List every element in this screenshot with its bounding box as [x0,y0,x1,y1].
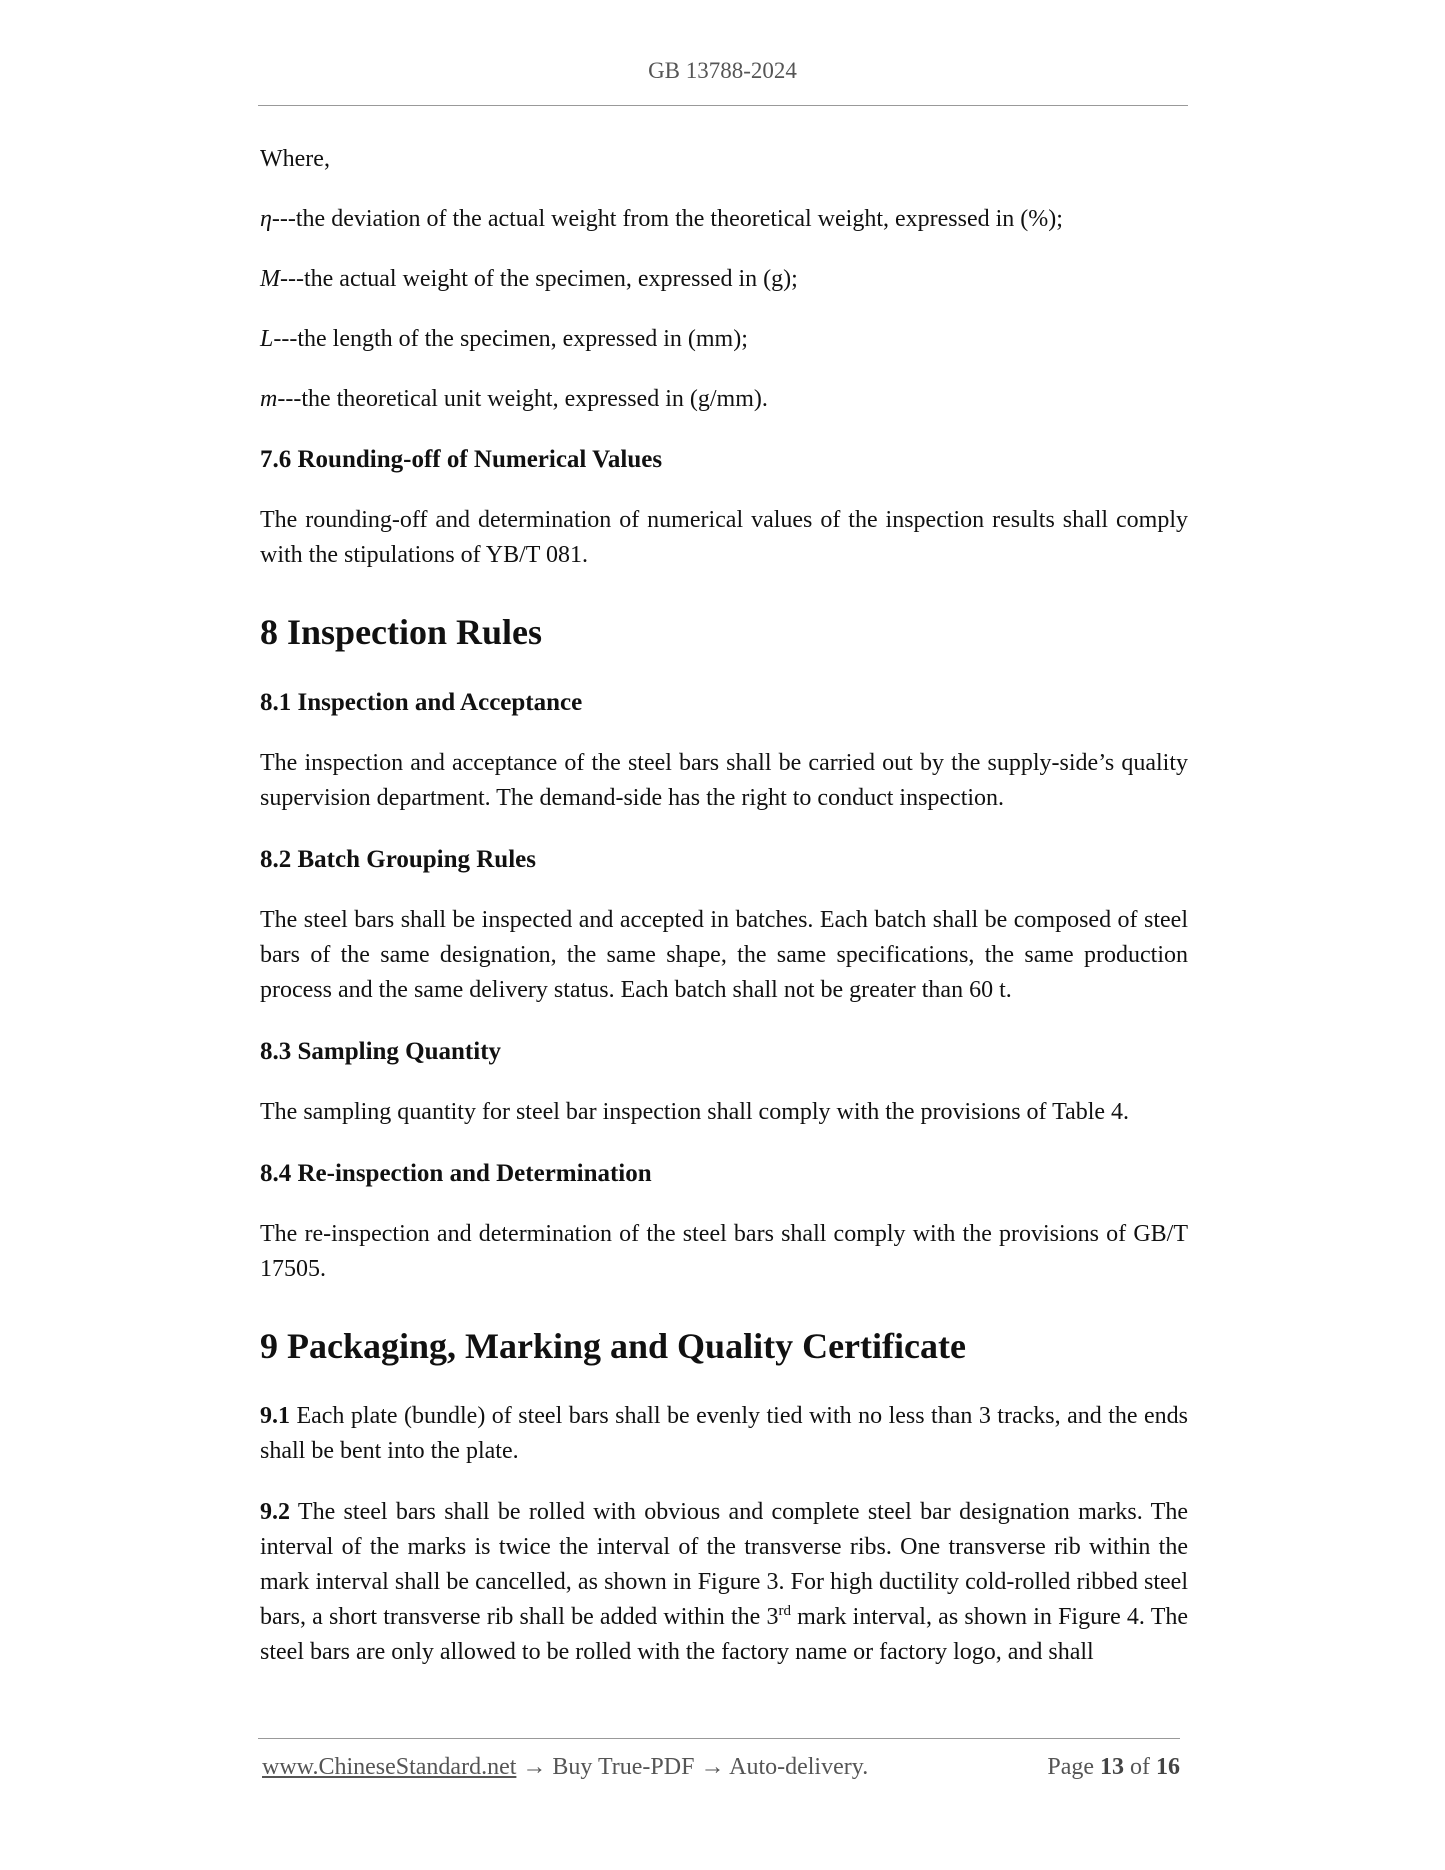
clause-number: 9.1 [260,1403,290,1429]
footer-divider [258,1738,1180,1739]
buy-text: → Buy True-PDF → Auto-delivery. [516,1754,869,1780]
page-indicator [1047,1754,1180,1781]
definition-L [260,322,1188,357]
clause-text-continued: mark interval, as shown in Figure 4. The steel bars are only allowed to be rolled with the factory name or factory logo, and shall [260,1604,1189,1665]
section-7-6-text: The rounding-off and determination of numerical values of the inspection results shall comply with the stipulations of YB/T 081. [260,507,1188,568]
header-divider [258,105,1188,106]
symbol-eta: η [260,206,272,232]
definition-text: ---the length of the specimen, expressed in (mm); [273,326,748,352]
definition-text: ---the actual weight of the specimen, expressed in (g); [280,266,798,292]
definition-text: ---the theoretical unit weight, expressed in (g/mm). [277,386,768,412]
page-label: Page [1047,1754,1094,1780]
definition-m [260,382,1188,417]
clause-9-2 [260,1495,1188,1670]
section-8-1-text: The inspection and acceptance of the steel bars shall be carried out by the supply-side’s quality supervision department. The demand-side has the right to conduct inspection. [260,750,1188,811]
document-body [260,142,1188,1696]
definition-M [260,262,1188,297]
section-8-1-heading: 8.1 Inspection and Acceptance [260,689,583,716]
of-label: of [1130,1754,1150,1780]
where-label: Where, [260,146,330,172]
section-8-4-text: The re-inspection and determination of the steel bars shall comply with the provisions of GB/T 17505. [260,1221,1188,1282]
symbol-L: L [260,326,274,352]
footer-promo [262,1754,868,1781]
section-8-3-heading: 8.3 Sampling Quantity [260,1038,502,1065]
current-page: 13 [1100,1754,1124,1780]
total-pages: 16 [1156,1754,1180,1780]
page-header: GB 13788-2024 [648,58,797,83]
clause-text: Each plate (bundle) of steel bars shall be evenly tied with no less than 3 tracks, and the ends shall be bent into the plate. [260,1403,1188,1464]
definition-text: ---the deviation of the actual weight from the theoretical weight, expressed in (%); [271,206,1063,232]
symbol-m: m [260,386,278,412]
clause-text: The steel bars shall be rolled with obvious and complete steel bar designation marks. The interval of the marks is twice the interval of the transverse ribs. One transverse rib within the mark interval shall be cancelled, as shown in Figure 3. For high ductility cold-rolled ribbed steel bars, a short transverse rib shall be added within the 3 [260,1499,1188,1630]
section-9-heading: 9 Packaging, Marking and Quality Certificate [260,1326,966,1366]
clause-number: 9.2 [260,1499,290,1525]
section-7-6-heading: 7.6 Rounding-off of Numerical Values [260,446,663,473]
section-8-heading: 8 Inspection Rules [260,612,543,652]
section-8-3-text: The sampling quantity for steel bar inspection shall comply with the provisions of Table 4. [260,1099,1130,1125]
section-8-4-heading: 8.4 Re-inspection and Determination [260,1160,652,1187]
clause-9-1 [260,1399,1188,1469]
symbol-M: M [260,266,280,292]
ordinal-superscript: rd [778,1603,791,1619]
site-link[interactable]: www.ChineseStandard.net [262,1754,517,1780]
section-8-2-text: The steel bars shall be inspected and accepted in batches. Each batch shall be composed of steel bars of the same designation, the same shape, the same specifications, the same production process and the same delivery status. Each batch shall not be greater than 60 t. [260,907,1188,1003]
definition-eta [260,202,1188,237]
section-8-2-heading: 8.2 Batch Grouping Rules [260,846,536,873]
